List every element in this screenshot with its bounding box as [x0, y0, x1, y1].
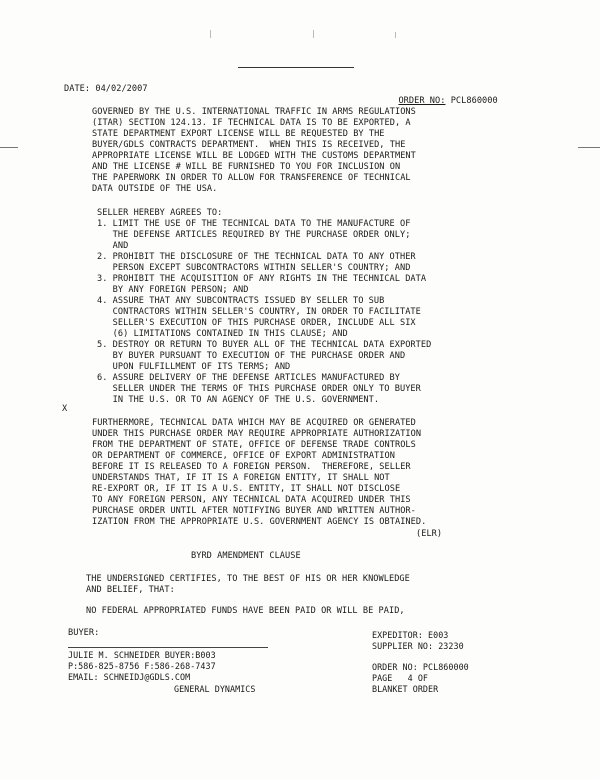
text-line: UNDERSTANDS THAT, IF IT IS A FOREIGN ENTITY, IT SHALL NOT — [92, 473, 390, 483]
order-number-label: ORDER NO: — [398, 95, 446, 106]
page-number: PAGE 4 OF — [372, 673, 429, 683]
text-line: APPROPRIATE LICENSE WILL BE LODGED WITH THE CUSTOMS DEPARTMENT — [92, 151, 416, 161]
text-line: TO ANY FOREIGN PERSON, ANY TECHNICAL DATA ACQUIRED UNDER THIS — [92, 495, 411, 505]
no-federal-funds-line: NO FEDERAL APPROPRIATED FUNDS HAVE BEEN PAID OR WILL BE PAID, — [86, 606, 405, 616]
list-item-line: UPON FULFILLMENT OF ITS TERMS; AND — [97, 362, 291, 372]
list-item-line: 2. PROHIBIT THE DISCLOSURE OF THE TECHNICAL DATA TO ANY OTHER — [97, 252, 416, 262]
certifies-line: THE UNDERSIGNED CERTIFIES, TO THE BEST OF HIS OR HER KNOWLEDGE — [86, 574, 410, 584]
expeditor: EXPEDITOR: E003 — [372, 630, 449, 640]
text-line: BUYER/GDLS CONTRACTS DEPARTMENT. WHEN THIS IS RECEIVED, THE — [92, 140, 406, 150]
text-line: RE-EXPORT OR, IF IT IS A U.S. ENTITY, IT SHALL NOT DISCLOSE — [92, 484, 401, 494]
top-rule — [238, 67, 354, 68]
document-date: DATE: 04/02/2007 — [64, 84, 148, 94]
margin-tick — [0, 147, 18, 148]
list-item-line: 3. PROHIBIT THE ACQUISITION OF ANY RIGHTS IN THE TECHNICAL DATA — [97, 274, 427, 284]
list-item-line: (6) LIMITATIONS CONTAINED IN THIS CLAUSE; AND — [97, 329, 348, 339]
text-line: DATA OUTSIDE OF THE USA. — [92, 184, 218, 194]
list-item-line: SELLER'S EXECUTION OF THIS PURCHASE ORDER, INCLUDE ALL SIX — [97, 318, 416, 328]
order-number-header — [388, 85, 498, 106]
list-item-line: CONTRACTORS WITHIN SELLER'S COUNTRY, IN ORDER TO FACILITATE — [97, 307, 421, 317]
text-line: (ITAR) SECTION 124.13. IF TECHNICAL DATA IS TO BE EXPORTED, A — [92, 118, 411, 128]
list-item-line: BY BUYER PURSUANT TO EXECUTION OF THE PURCHASE ORDER AND — [97, 351, 406, 361]
list-item-line: SELLER UNDER THE TERMS OF THIS PURCHASE ORDER ONLY TO BUYER — [97, 384, 421, 394]
company-name: GENERAL DYNAMICS — [174, 684, 256, 694]
list-item-line: 4. ASSURE THAT ANY SUBCONTRACTS ISSUED BY SELLER TO SUB — [97, 296, 385, 306]
list-item-line: 6. ASSURE DELIVERY OF THE DEFENSE ARTICLES MANUFACTURED BY — [97, 373, 400, 383]
text-line: BEFORE IT IS RELEASED TO A FOREIGN PERSON. THEREFORE, SELLER — [92, 462, 411, 472]
buyer-label: BUYER: — [68, 628, 100, 638]
text-line: IZATION FROM THE APPROPRIATE U.S. GOVERNMENT AGENCY IS OBTAINED. — [92, 517, 427, 527]
buyer-signature-line — [68, 647, 268, 648]
supplier-number: SUPPLIER NO: 23230 — [372, 641, 464, 651]
buyer-name: JULIE M. SCHNEIDER BUYER:B003 — [68, 650, 216, 660]
text-line: STATE DEPARTMENT EXPORT LICENSE WILL BE REQUESTED BY THE — [92, 129, 385, 139]
text-line: AND THE LICENSE # WILL BE FURNISHED TO YOU FOR INCLUSION ON — [92, 162, 401, 172]
byrd-amendment-title: BYRD AMENDMENT CLAUSE — [191, 551, 301, 561]
list-item-line: 1. LIMIT THE USE OF THE TECHNICAL DATA TO THE MANUFACTURE OF — [97, 219, 411, 229]
text-line: THE PAPERWORK IN ORDER TO ALLOW FOR TRANSFERENCE OF TECHNICAL — [92, 173, 411, 183]
elr-initials: (ELR) — [416, 529, 443, 539]
text-line: FROM THE DEPARTMENT OF STATE, OFFICE OF DEFENSE TRADE CONTROLS — [92, 440, 416, 450]
list-item-line: IN THE U.S. OR TO AN AGENCY OF THE U.S. GOVERNMENT. — [97, 395, 380, 405]
seller-agrees-heading: SELLER HEREBY AGREES TO: — [97, 208, 223, 218]
margin-x-mark: X — [62, 404, 68, 414]
scan-mark — [313, 30, 314, 38]
footer-order-number: ORDER NO: PCL860000 — [372, 662, 469, 672]
buyer-email: EMAIL: SCHNEIDJ@GDLS.COM — [68, 672, 191, 682]
scan-mark — [395, 32, 396, 38]
scan-mark — [210, 30, 211, 38]
certifies-line: AND BELIEF, THAT: — [86, 585, 175, 595]
blanket-order: BLANKET ORDER — [372, 684, 439, 694]
text-line: GOVERNED BY THE U.S. INTERNATIONAL TRAFFIC IN ARMS REGULATIONS — [92, 107, 416, 117]
margin-tick — [578, 147, 600, 148]
list-item-line: AND — [97, 241, 129, 251]
text-line: PURCHASE ORDER UNTIL AFTER NOTIFYING BUYER AND WRITTEN AUTHOR- — [92, 506, 416, 516]
buyer-phone: P:586-825-8756 F:586-268-7437 — [68, 661, 216, 671]
list-item-line: PERSON EXCEPT SUBCONTRACTORS WITHIN SELLER'S COUNTRY; AND — [97, 263, 411, 273]
list-item-line: BY ANY FOREIGN PERSON; AND — [97, 285, 249, 295]
text-line: FURTHERMORE, TECHNICAL DATA WHICH MAY BE ACQUIRED OR GENERATED — [92, 418, 416, 428]
order-number-value: PCL860000 — [450, 95, 498, 106]
text-line: UNDER THIS PURCHASE ORDER MAY REQUIRE APPROPRIATE AUTHORIZATION — [92, 429, 422, 439]
list-item-line: THE DEFENSE ARTICLES REQUIRED BY THE PURCHASE ORDER ONLY; — [97, 230, 411, 240]
list-item-line: 5. DESTROY OR RETURN TO BUYER ALL OF THE TECHNICAL DATA EXPORTED — [97, 340, 432, 350]
text-line: OR DEPARTMENT OF COMMERCE, OFFICE OF EXPORT ADMINISTRATION — [92, 451, 395, 461]
